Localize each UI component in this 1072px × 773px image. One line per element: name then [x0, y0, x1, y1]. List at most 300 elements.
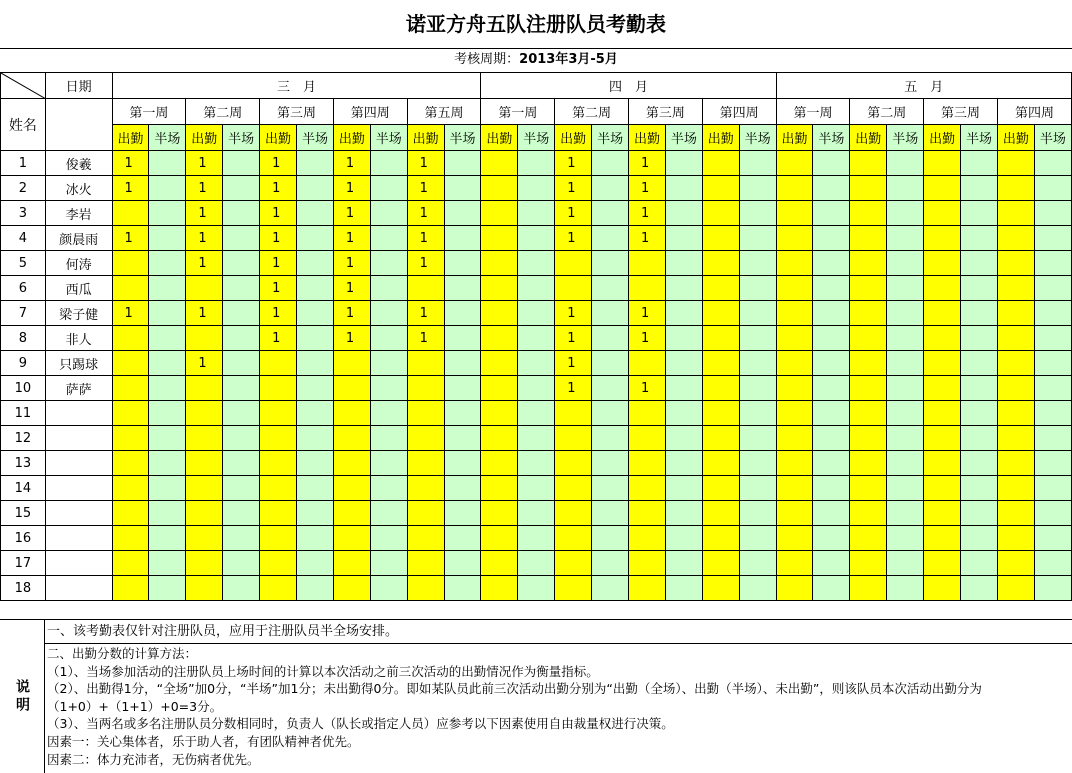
- attend-cell: 1: [112, 151, 149, 176]
- attend-cell: [702, 526, 739, 551]
- table-row: [1, 326, 1072, 351]
- half-cell: [665, 476, 702, 501]
- row-number: 9: [1, 351, 46, 376]
- row-number: 5: [1, 251, 46, 276]
- half-cell: [149, 401, 186, 426]
- attend-cell: [776, 251, 813, 276]
- row-number: 12: [1, 426, 46, 451]
- member-name: [45, 576, 112, 601]
- attend-cell: [555, 576, 592, 601]
- date-header: 日期: [45, 73, 112, 99]
- half-cell: [297, 276, 334, 301]
- half-cell: [813, 326, 850, 351]
- attend-cell: [555, 451, 592, 476]
- attend-cell: [555, 526, 592, 551]
- half-cell: [739, 176, 776, 201]
- week-header: 第四周: [997, 99, 1071, 125]
- attend-cell: [112, 201, 149, 226]
- attend-cell: [407, 276, 444, 301]
- half-cell: [887, 551, 924, 576]
- half-cell: [1034, 226, 1071, 251]
- attend-cell: [702, 451, 739, 476]
- half-cell: [370, 526, 407, 551]
- attend-cell: 1: [112, 226, 149, 251]
- half-cell: [813, 251, 850, 276]
- half-cell: [887, 226, 924, 251]
- week-header: 第二周: [186, 99, 260, 125]
- attend-cell: [555, 401, 592, 426]
- half-cell: [961, 176, 998, 201]
- half-cell: [370, 226, 407, 251]
- attend-cell: 1: [555, 151, 592, 176]
- half-cell: [370, 451, 407, 476]
- half-cell: [518, 376, 555, 401]
- row-number: 17: [1, 551, 46, 576]
- half-cell: [518, 251, 555, 276]
- half-cell: [444, 251, 481, 276]
- half-cell: [444, 576, 481, 601]
- member-name: 颜晨雨: [45, 226, 112, 251]
- attend-cell: [997, 276, 1034, 301]
- attend-cell: [997, 326, 1034, 351]
- week-header: 第二周: [555, 99, 629, 125]
- half-cell: [739, 351, 776, 376]
- half-cell: [149, 501, 186, 526]
- attend-cell: [702, 551, 739, 576]
- half-cell: [961, 201, 998, 226]
- half-cell: [592, 501, 629, 526]
- half-subheader: 半场: [297, 125, 334, 151]
- attend-cell: 1: [260, 326, 297, 351]
- half-cell: [739, 251, 776, 276]
- attend-cell: [997, 151, 1034, 176]
- half-cell: [1034, 451, 1071, 476]
- half-cell: [592, 326, 629, 351]
- half-cell: [813, 226, 850, 251]
- attend-cell: [850, 351, 887, 376]
- attend-subheader: 出勤: [481, 125, 518, 151]
- half-cell: [592, 451, 629, 476]
- attend-cell: [333, 351, 370, 376]
- row-number: 4: [1, 226, 46, 251]
- half-cell: [223, 201, 260, 226]
- attend-cell: [186, 576, 223, 601]
- attend-cell: [481, 251, 518, 276]
- attend-cell: 1: [407, 226, 444, 251]
- half-cell: [1034, 501, 1071, 526]
- attend-cell: [407, 351, 444, 376]
- half-cell: [518, 526, 555, 551]
- half-cell: [961, 301, 998, 326]
- attend-cell: [629, 401, 666, 426]
- half-cell: [518, 351, 555, 376]
- attend-cell: [407, 526, 444, 551]
- half-cell: [297, 501, 334, 526]
- attend-cell: [776, 201, 813, 226]
- attend-cell: [407, 501, 444, 526]
- half-cell: [961, 576, 998, 601]
- half-cell: [739, 301, 776, 326]
- attend-cell: [186, 501, 223, 526]
- half-cell: [149, 376, 186, 401]
- attend-cell: [112, 276, 149, 301]
- attend-cell: [997, 426, 1034, 451]
- attend-cell: 1: [260, 276, 297, 301]
- half-cell: [149, 151, 186, 176]
- member-name: [45, 501, 112, 526]
- attend-cell: [481, 301, 518, 326]
- table-row: [1, 551, 1072, 576]
- diagonal-line: [1, 73, 45, 99]
- attend-cell: [776, 351, 813, 376]
- half-cell: [297, 201, 334, 226]
- attend-cell: 1: [555, 201, 592, 226]
- attend-cell: [997, 376, 1034, 401]
- table-row: [1, 376, 1072, 401]
- attend-cell: 1: [555, 326, 592, 351]
- attend-cell: [629, 351, 666, 376]
- half-cell: [1034, 401, 1071, 426]
- attend-cell: [850, 176, 887, 201]
- attend-cell: [850, 451, 887, 476]
- half-cell: [739, 526, 776, 551]
- half-cell: [1034, 526, 1071, 551]
- attend-cell: 1: [260, 301, 297, 326]
- week-header: 第四周: [702, 99, 776, 125]
- attend-cell: [260, 401, 297, 426]
- attend-cell: [407, 576, 444, 601]
- half-cell: [149, 226, 186, 251]
- attend-cell: [186, 376, 223, 401]
- half-cell: [961, 501, 998, 526]
- half-cell: [297, 551, 334, 576]
- half-cell: [813, 576, 850, 601]
- attend-cell: 1: [555, 226, 592, 251]
- attend-cell: 1: [407, 201, 444, 226]
- attend-cell: [260, 426, 297, 451]
- half-subheader: 半场: [739, 125, 776, 151]
- attend-cell: [924, 201, 961, 226]
- attend-cell: [260, 551, 297, 576]
- attend-cell: 1: [333, 176, 370, 201]
- notes-label: 说明: [0, 620, 45, 773]
- attend-cell: [702, 176, 739, 201]
- half-cell: [592, 526, 629, 551]
- half-cell: [223, 551, 260, 576]
- half-cell: [370, 576, 407, 601]
- half-cell: [1034, 276, 1071, 301]
- half-cell: [370, 351, 407, 376]
- attend-cell: [555, 251, 592, 276]
- attend-cell: 1: [333, 251, 370, 276]
- half-cell: [887, 401, 924, 426]
- note-line: 因素二：体力充沛者，无伤病者优先。: [47, 751, 260, 767]
- half-cell: [961, 251, 998, 276]
- half-cell: [592, 576, 629, 601]
- half-cell: [739, 426, 776, 451]
- attend-cell: [702, 251, 739, 276]
- half-cell: [592, 551, 629, 576]
- half-cell: [1034, 326, 1071, 351]
- half-cell: [665, 326, 702, 351]
- attend-cell: 1: [333, 226, 370, 251]
- half-cell: [297, 401, 334, 426]
- attend-cell: [776, 426, 813, 451]
- attend-cell: [555, 551, 592, 576]
- attend-cell: [112, 576, 149, 601]
- half-cell: [739, 226, 776, 251]
- half-cell: [370, 201, 407, 226]
- half-subheader: 半场: [665, 125, 702, 151]
- attend-cell: 1: [186, 201, 223, 226]
- attend-cell: [850, 551, 887, 576]
- attend-cell: 1: [186, 251, 223, 276]
- half-cell: [961, 151, 998, 176]
- row-number: 18: [1, 576, 46, 601]
- attend-cell: [997, 551, 1034, 576]
- table-row: [1, 301, 1072, 326]
- half-cell: [444, 426, 481, 451]
- half-cell: [739, 151, 776, 176]
- attend-cell: [186, 426, 223, 451]
- half-cell: [813, 276, 850, 301]
- attend-cell: [924, 301, 961, 326]
- half-subheader: 半场: [813, 125, 850, 151]
- half-subheader: 半场: [961, 125, 998, 151]
- row-number: 11: [1, 401, 46, 426]
- attend-cell: [629, 451, 666, 476]
- half-cell: [961, 326, 998, 351]
- attend-cell: [924, 351, 961, 376]
- half-cell: [297, 576, 334, 601]
- week-header: 第一周: [112, 99, 186, 125]
- attend-cell: [407, 376, 444, 401]
- table-row: [1, 351, 1072, 376]
- attend-cell: [629, 476, 666, 501]
- half-cell: [887, 201, 924, 226]
- half-cell: [444, 201, 481, 226]
- half-cell: [518, 476, 555, 501]
- note-line: （1）、当场参加活动的注册队员上场时间的计算以本次活动之前三次活动的出勤情况作为衡量指标。: [47, 663, 599, 679]
- attend-cell: [850, 476, 887, 501]
- attend-cell: 1: [186, 151, 223, 176]
- half-cell: [444, 326, 481, 351]
- month-header: 三 月: [112, 73, 481, 99]
- half-cell: [1034, 476, 1071, 501]
- half-cell: [813, 501, 850, 526]
- half-cell: [297, 301, 334, 326]
- half-subheader: 半场: [223, 125, 260, 151]
- attend-cell: [481, 576, 518, 601]
- attendance-table: [0, 72, 1072, 601]
- member-name: [45, 426, 112, 451]
- attend-cell: [333, 376, 370, 401]
- half-cell: [223, 176, 260, 201]
- half-cell: [961, 351, 998, 376]
- attend-cell: [850, 251, 887, 276]
- attend-subheader: 出勤: [997, 125, 1034, 151]
- row-number: 15: [1, 501, 46, 526]
- half-cell: [518, 301, 555, 326]
- attend-cell: 1: [629, 176, 666, 201]
- row-number: 6: [1, 276, 46, 301]
- half-cell: [592, 401, 629, 426]
- half-cell: [370, 251, 407, 276]
- attend-cell: [260, 451, 297, 476]
- half-cell: [739, 501, 776, 526]
- attend-cell: [407, 476, 444, 501]
- attend-cell: [850, 276, 887, 301]
- member-name: 梁子健: [45, 301, 112, 326]
- attend-cell: 1: [186, 351, 223, 376]
- half-cell: [887, 326, 924, 351]
- half-cell: [444, 526, 481, 551]
- attend-cell: [629, 526, 666, 551]
- half-cell: [149, 251, 186, 276]
- attend-cell: 1: [407, 176, 444, 201]
- half-cell: [813, 451, 850, 476]
- half-cell: [739, 376, 776, 401]
- attend-cell: [702, 501, 739, 526]
- attend-cell: [481, 401, 518, 426]
- member-name: [45, 551, 112, 576]
- row-number: 8: [1, 326, 46, 351]
- attend-cell: [997, 226, 1034, 251]
- attend-cell: [850, 526, 887, 551]
- attend-subheader: 出勤: [112, 125, 149, 151]
- half-cell: [739, 451, 776, 476]
- attend-cell: [702, 151, 739, 176]
- name-header: 姓名: [1, 99, 46, 151]
- half-cell: [813, 476, 850, 501]
- attend-cell: [997, 176, 1034, 201]
- half-cell: [887, 151, 924, 176]
- attend-subheader: 出勤: [629, 125, 666, 151]
- half-cell: [444, 476, 481, 501]
- attend-cell: 1: [407, 301, 444, 326]
- half-cell: [149, 176, 186, 201]
- attend-cell: [629, 426, 666, 451]
- half-cell: [518, 576, 555, 601]
- header-corner-diagonal: [1, 73, 46, 99]
- member-name: 只踢球: [45, 351, 112, 376]
- half-cell: [739, 576, 776, 601]
- attend-cell: [333, 576, 370, 601]
- half-cell: [665, 551, 702, 576]
- half-cell: [223, 376, 260, 401]
- half-cell: [961, 476, 998, 501]
- attend-cell: [112, 351, 149, 376]
- attend-cell: 1: [555, 351, 592, 376]
- half-subheader: 半场: [370, 125, 407, 151]
- attend-cell: 1: [629, 151, 666, 176]
- attend-cell: [333, 426, 370, 451]
- attend-cell: 1: [555, 376, 592, 401]
- attend-cell: [997, 501, 1034, 526]
- half-cell: [739, 476, 776, 501]
- week-header: 第三周: [924, 99, 998, 125]
- half-cell: [223, 226, 260, 251]
- attend-cell: [850, 426, 887, 451]
- member-name: [45, 526, 112, 551]
- half-cell: [961, 401, 998, 426]
- attend-cell: [260, 476, 297, 501]
- attend-cell: 1: [112, 301, 149, 326]
- half-cell: [370, 501, 407, 526]
- table-row: [1, 176, 1072, 201]
- half-cell: [444, 276, 481, 301]
- half-subheader: 半场: [444, 125, 481, 151]
- half-cell: [518, 501, 555, 526]
- attend-cell: [333, 551, 370, 576]
- attend-cell: [407, 451, 444, 476]
- attend-subheader: 出勤: [702, 125, 739, 151]
- attend-cell: [924, 376, 961, 401]
- half-cell: [1034, 576, 1071, 601]
- attend-cell: [481, 526, 518, 551]
- attend-cell: [850, 576, 887, 601]
- attend-cell: [776, 376, 813, 401]
- half-cell: [665, 176, 702, 201]
- attend-cell: [481, 151, 518, 176]
- attend-cell: [776, 326, 813, 351]
- table-row: [1, 151, 1072, 176]
- half-cell: [370, 476, 407, 501]
- attend-cell: [702, 326, 739, 351]
- half-cell: [887, 476, 924, 501]
- half-cell: [961, 226, 998, 251]
- half-cell: [518, 551, 555, 576]
- attend-cell: [555, 426, 592, 451]
- half-cell: [665, 576, 702, 601]
- half-cell: [297, 176, 334, 201]
- half-cell: [739, 401, 776, 426]
- half-cell: [813, 401, 850, 426]
- half-cell: [444, 226, 481, 251]
- attend-cell: [555, 276, 592, 301]
- note-line-1: 一、该考勤表仅针对注册队员，应用于注册队员半全场安排。: [45, 620, 1072, 644]
- week-header: 第五周: [407, 99, 481, 125]
- half-cell: [1034, 251, 1071, 276]
- attend-cell: [776, 151, 813, 176]
- half-cell: [813, 376, 850, 401]
- half-subheader: 半场: [592, 125, 629, 151]
- half-cell: [223, 426, 260, 451]
- half-cell: [665, 276, 702, 301]
- half-cell: [665, 401, 702, 426]
- row-number: 7: [1, 301, 46, 326]
- attend-cell: [112, 451, 149, 476]
- half-cell: [1034, 351, 1071, 376]
- half-cell: [370, 276, 407, 301]
- attend-cell: [481, 276, 518, 301]
- attend-subheader: 出勤: [850, 125, 887, 151]
- month-header: 五 月: [776, 73, 1071, 99]
- week-header: 第三周: [260, 99, 334, 125]
- half-cell: [297, 451, 334, 476]
- attend-cell: [260, 526, 297, 551]
- attend-cell: 1: [629, 226, 666, 251]
- attend-cell: [702, 401, 739, 426]
- attend-cell: [776, 576, 813, 601]
- half-cell: [592, 176, 629, 201]
- member-name: [45, 476, 112, 501]
- half-cell: [887, 426, 924, 451]
- half-cell: [665, 426, 702, 451]
- attend-cell: [481, 201, 518, 226]
- row-number: 10: [1, 376, 46, 401]
- attend-subheader: 出勤: [260, 125, 297, 151]
